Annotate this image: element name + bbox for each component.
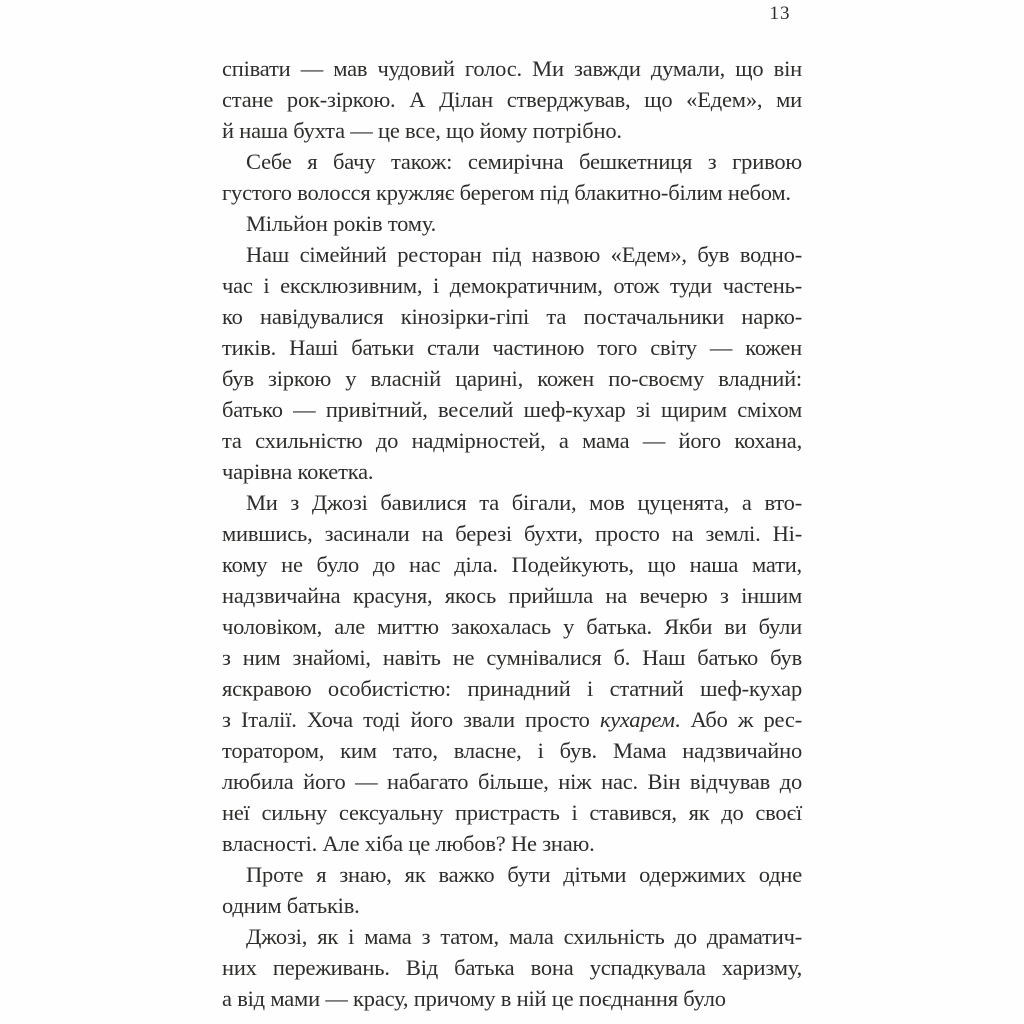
paragraph (222, 239, 802, 487)
page-number: 13 (769, 3, 791, 24)
text-segment: яскравою особистістю: принадний і статний шеф-кухар (222, 676, 802, 701)
text-segment: Проте я знаю, як важко бути дітьми одержимих одне (246, 862, 802, 887)
text-line (222, 84, 802, 115)
text-line (222, 53, 802, 84)
text-segment: батько — привітний, веселий шеф-кухар зі щирим сміхом (222, 397, 802, 422)
text-line (222, 704, 802, 735)
paragraph (222, 53, 802, 146)
text-segment: Наш сімейний ресторан під назвою «Едем», був водно- (246, 242, 802, 267)
text-line (222, 518, 802, 549)
page-text (222, 53, 802, 1014)
text-line (222, 456, 802, 487)
text-segment: власності. Але хіба це любов? Не знаю. (222, 831, 595, 856)
text-line (222, 332, 802, 363)
text-segment: був зіркою у власній царині, кожен по-своєму владний: (222, 366, 802, 391)
text-line (222, 115, 802, 146)
text-line (222, 487, 802, 518)
text-segment: а від мами — красу, причому в ній це поєднання було (222, 986, 726, 1011)
text-line (222, 797, 802, 828)
text-segment: Джозі, як і мама з татом, мала схильність до драматич- (246, 924, 802, 949)
text-line (222, 425, 802, 456)
text-line (222, 952, 802, 983)
text-segment: неї сильну сексуальну пристрасть і ставився, як до своєї (222, 800, 802, 825)
text-line (222, 549, 802, 580)
text-segment: з Італії. Хоча тоді його звали просто (222, 707, 600, 732)
text-line (222, 270, 802, 301)
text-segment: надзвичайна красуня, якось прийшла на вечерю з іншим (222, 583, 802, 608)
paragraph (222, 859, 802, 921)
paragraph (222, 487, 802, 859)
text-segment: з ним знайомі, навіть не сумнівалися б. Наш батько був (222, 645, 802, 670)
text-line (222, 859, 802, 890)
text-line (222, 766, 802, 797)
text-segment: чарівна кокетка. (222, 459, 374, 484)
text-line (222, 239, 802, 270)
text-segment: Ми з Джозі бавилися та бігали, мов цуценята, а вто- (246, 490, 802, 515)
text-segment: чоловіком, але миттю закохалась у батька. Якби ви були (222, 614, 802, 639)
text-line (222, 921, 802, 952)
text-segment: них переживань. Від батька вона успадкувала харизму, (222, 955, 802, 980)
text-line (222, 890, 802, 921)
text-segment: . Або ж рес- (674, 707, 802, 732)
text-line (222, 363, 802, 394)
text-segment: та схильністю до надмірностей, а мама — його кохана, (222, 428, 802, 453)
text-segment: співати — мав чудовий голос. Ми завжди думали, що він (222, 56, 802, 81)
italic-text: кухарем (599, 707, 675, 732)
text-line (222, 642, 802, 673)
paragraph (222, 208, 802, 239)
text-line (222, 673, 802, 704)
text-line (222, 828, 802, 859)
text-segment: мившись, засинали на березі бухти, просто на землі. Ні- (222, 521, 802, 546)
text-segment: й наша бухта — це все, що йому потрібно. (222, 118, 622, 143)
text-segment: торатором, ким тато, власне, і був. Мама надзвичайно (222, 738, 802, 763)
text-line (222, 208, 802, 239)
text-line (222, 394, 802, 425)
text-line (222, 177, 802, 208)
text-segment: час і ексклюзивним, і демократичним, отож туди частень- (222, 273, 802, 298)
text-segment: тиків. Наші батьки стали частиною того світу — кожен (222, 335, 802, 360)
text-line (222, 146, 802, 177)
text-segment: любила його — набагато більше, ніж нас. Він відчував до (222, 769, 802, 794)
text-segment: Себе я бачу також: семирічна бешкетниця з гривою (246, 149, 802, 174)
text-line (222, 611, 802, 642)
text-line (222, 983, 802, 1014)
text-segment: Мільйон років тому. (246, 211, 437, 236)
text-segment: одним батьків. (222, 893, 360, 918)
text-segment: густого волосся кружляє берегом під блакитно-білим небом. (222, 180, 791, 205)
paragraph (222, 921, 802, 1014)
text-line (222, 580, 802, 611)
text-segment: стане рок-зіркою. А Ділан стверджував, що «Едем», ми (222, 87, 802, 112)
text-line (222, 301, 802, 332)
text-segment: ко навідувалися кінозірки-гіпі та постачальники нарко- (222, 304, 802, 329)
text-line (222, 735, 802, 766)
paragraph (222, 146, 802, 208)
text-segment: кому не було до нас діла. Подейкують, що наша мати, (222, 552, 802, 577)
